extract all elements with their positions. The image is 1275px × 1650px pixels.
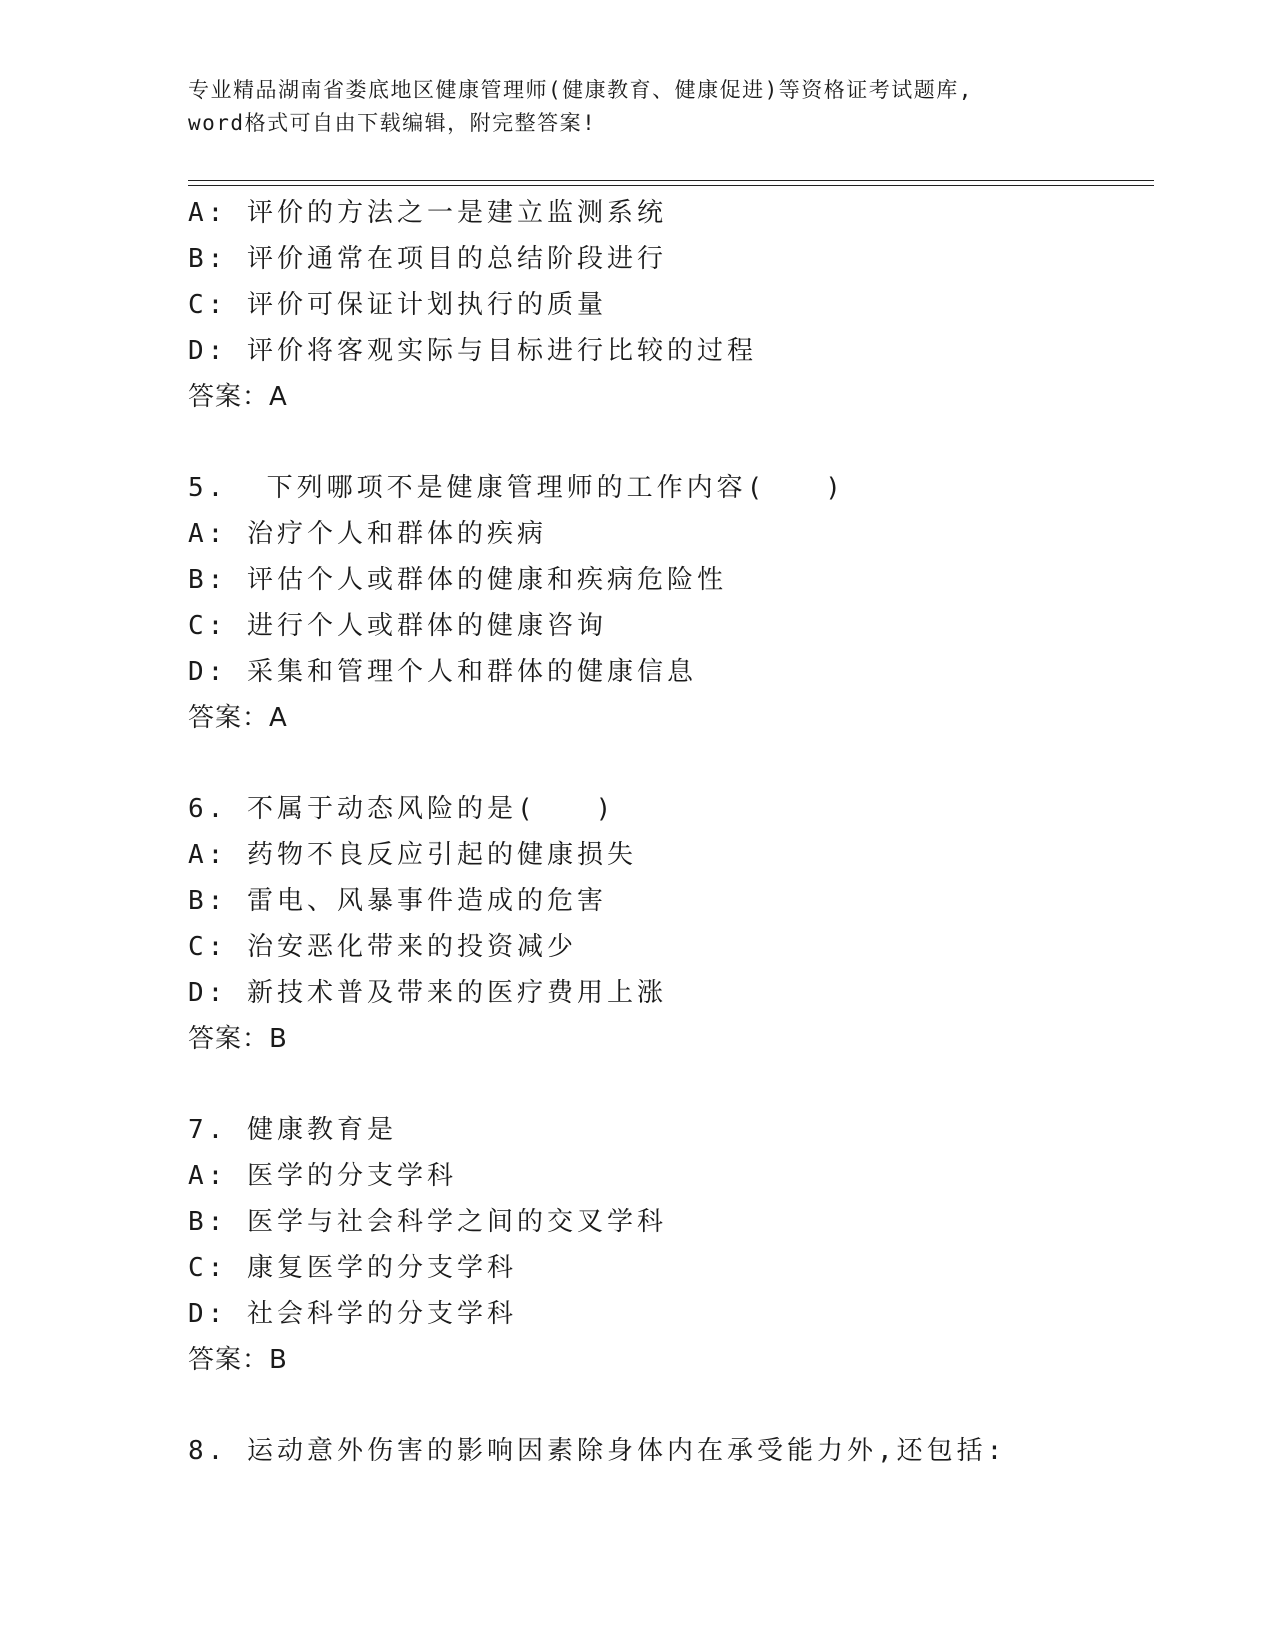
header-line-2: word格式可自由下载编辑，附完整答案! (188, 111, 597, 135)
question-stem: 5. 下列哪项不是健康管理师的工作内容( ) (188, 473, 845, 503)
answer-line: 答案：A (188, 703, 288, 733)
header-line-1: 专业精品湖南省娄底地区健康管理师(健康教育、健康促进)等资格证考试题库, (188, 78, 973, 102)
option-a: A: 评价的方法之一是建立监测系统 (188, 198, 667, 228)
header-divider-top (188, 180, 1154, 181)
option-b: B: 雷电、风暴事件造成的危害 (188, 886, 607, 916)
question-list (188, 190, 1148, 1519)
document-header (188, 74, 1088, 140)
question-block-6 (188, 786, 1148, 1062)
option-a: A: 药物不良反应引起的健康损失 (188, 840, 637, 870)
question-stem: 7. 健康教育是 (188, 1115, 397, 1145)
option-d: D: 采集和管理个人和群体的健康信息 (188, 657, 697, 687)
option-d: D: 社会科学的分支学科 (188, 1299, 517, 1329)
option-a: A: 医学的分支学科 (188, 1161, 457, 1191)
option-c: C: 治安恶化带来的投资减少 (188, 932, 577, 962)
question-stem: 6. 不属于动态风险的是( ) (188, 794, 616, 824)
answer-line: 答案：B (188, 1345, 288, 1375)
question-block-4 (188, 190, 1148, 420)
question-block-8 (188, 1428, 1148, 1474)
question-block-7 (188, 1107, 1148, 1383)
answer-line: 答案：A (188, 382, 288, 412)
question-stem: 8. 运动意外伤害的影响因素除身体内在承受能力外,还包括: (188, 1436, 1007, 1466)
option-d: D: 新技术普及带来的医疗费用上涨 (188, 978, 667, 1008)
question-block-5 (188, 465, 1148, 741)
option-a: A: 治疗个人和群体的疾病 (188, 519, 547, 549)
answer-line: 答案：B (188, 1024, 288, 1054)
option-d: D: 评价将客观实际与目标进行比较的过程 (188, 336, 757, 366)
option-c: C: 康复医学的分支学科 (188, 1253, 517, 1283)
option-b: B: 评价通常在项目的总结阶段进行 (188, 244, 667, 274)
option-c: C: 评价可保证计划执行的质量 (188, 290, 607, 320)
header-divider-bottom (188, 185, 1154, 186)
option-b: B: 评估个人或群体的健康和疾病危险性 (188, 565, 727, 595)
option-c: C: 进行个人或群体的健康咨询 (188, 611, 607, 641)
option-b: B: 医学与社会科学之间的交叉学科 (188, 1207, 667, 1237)
